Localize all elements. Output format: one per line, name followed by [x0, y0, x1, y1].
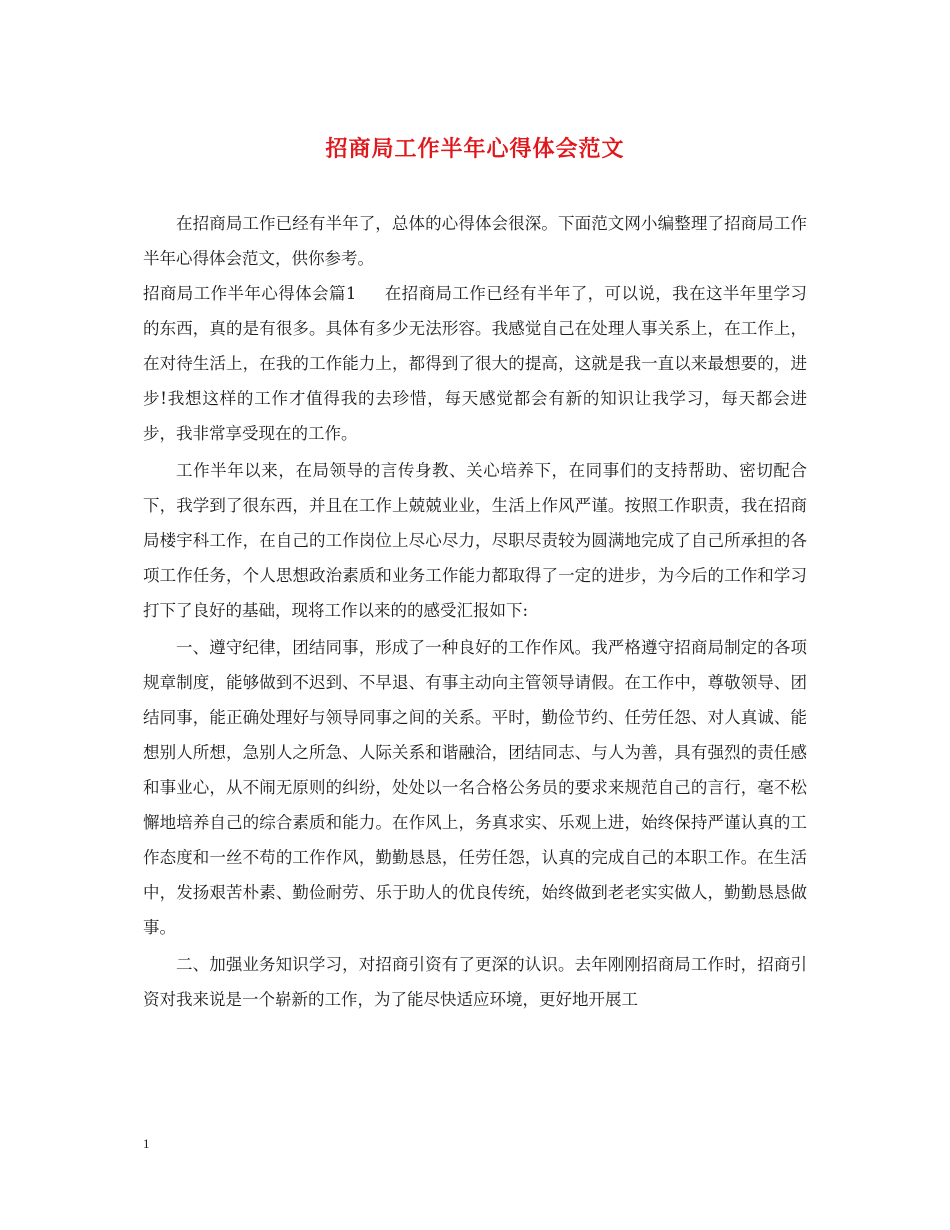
section-1-text: 在招商局工作已经有半年了，可以说，我在这半年里学习的东西，真的是有很多。具体有多少无法形容。我感觉自己在处理人事关系上，在工作上，在对待生活上，在我的工作能力上，都得到了很大的提高，这就是我一直以来最想要的，进步!我想这样的工作才值得我的去珍惜，每天感觉都会有新的知识让我学习，每天都会进步，我非常享受现在的工作。	[143, 284, 808, 443]
section-1-heading: 招商局工作半年心得体会篇1	[143, 284, 357, 303]
paragraph-3: 一、遵守纪律，团结同事，形成了一种良好的工作作风。我严格遵守招商局制定的各项规章制度，能够做到不迟到、不早退、有事主动向主管领导请假。在工作中，尊敬领导、团结同事，能正确处理好与领导同事之间的关系。平时，勤俭节约、任劳任怨、对人真诚、能想别人所想，急别人之所急、人际关系和谐融洽，团结同志、与人为善，具有强烈的责任感和事业心，从不闹无原则的纠纷，处处以一名合格公务员的要求来规范自己的言行，毫不松懈地培养自己的综合素质和能力。在作风上，务真求实、乐观上进，始终保持严谨认真的工作态度和一丝不苟的工作作风，勤勤恳恳，任劳任怨，认真的完成自己的本职工作。在生活中，发扬艰苦朴素、勤俭耐劳、乐于助人的优良传统，始终做到老老实实做人，勤勤恳恳做事。	[143, 638, 807, 937]
document-body	[143, 206, 807, 1017]
document-title: 招商局工作半年心得体会范文	[325, 136, 625, 162]
paragraph-4: 二、加强业务知识学习，对招商引资有了更深的认识。去年刚刚招商局工作时，招商引资对我来说是一个崭新的工作，为了能尽快适应环境，更好地开展工	[143, 955, 807, 1009]
section-1-paragraph	[143, 276, 807, 451]
paragraph-2: 工作半年以来，在局领导的言传身教、关心培养下，在同事们的支持帮助、密切配合下，我学到了很东西，并且在工作上兢兢业业，生活上作风严谨。按照工作职责，我在招商局楼宇科工作，在自己的工作岗位上尽心尽力，尽职尽责较为圆满地完成了自己所承担的各项工作任务，个人思想政治素质和业务工作能力都取得了一定的进步，为今后的工作和学习打下了良好的基础，现将工作以来的的感受汇报如下:	[143, 461, 807, 620]
intro-paragraph: 在招商局工作已经有半年了，总体的心得体会很深。下面范文网小编整理了招商局工作半年心得体会范文，供你参考。	[143, 214, 807, 268]
page-number: 1	[143, 1136, 150, 1151]
